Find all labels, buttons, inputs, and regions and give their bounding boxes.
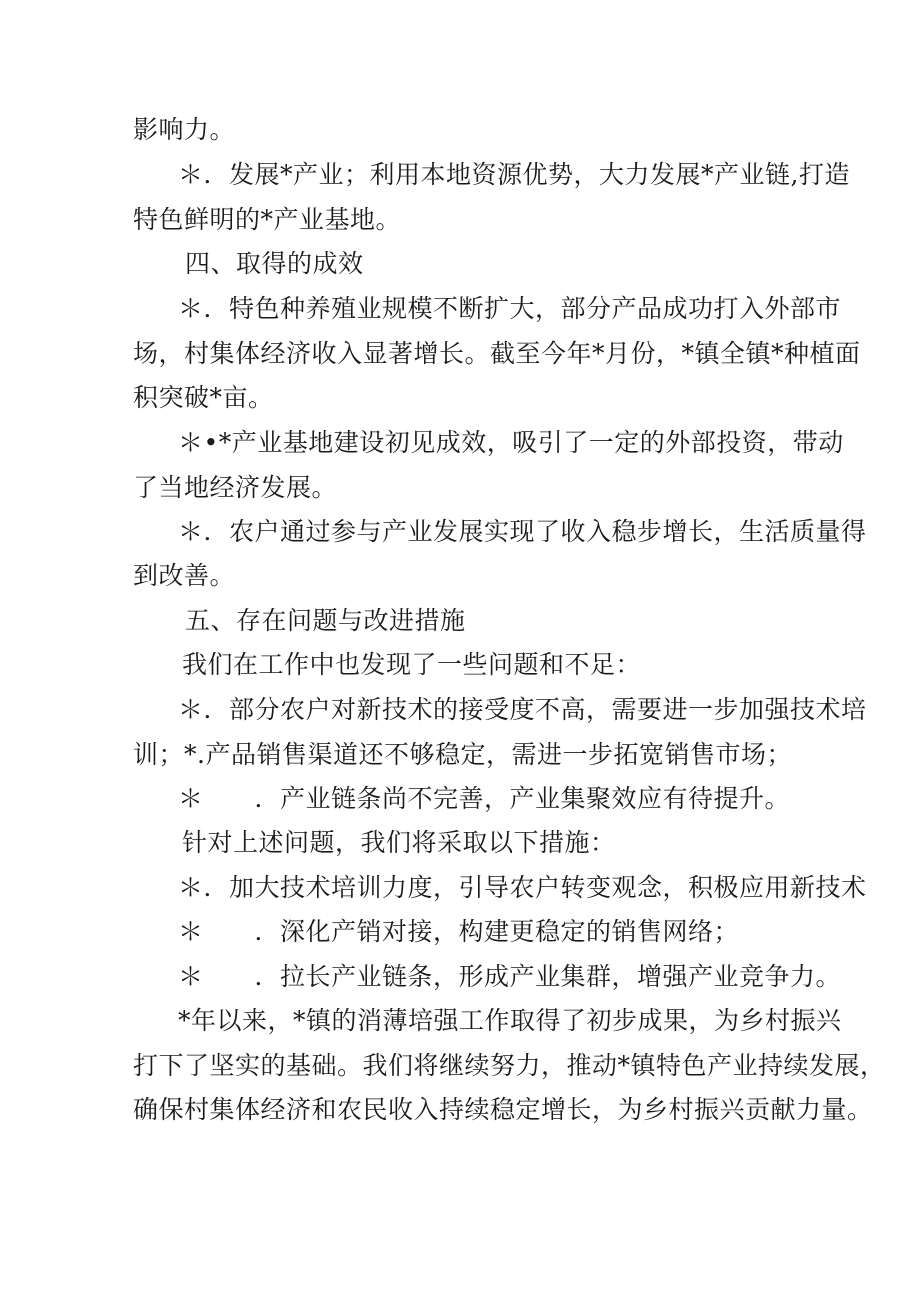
text-line: ＊ ．产业链条尚不完善，产业集聚效应有待提升。 — [178, 784, 791, 813]
text-line: 到改善。 — [133, 561, 236, 590]
text-line: ＊ ．深化产销对接，构建更稳定的销售网络； — [178, 917, 740, 946]
text-line: 我们在工作中也发现了一些问题和不足： — [182, 650, 642, 679]
text-line: 场，村集体经济收入显著增长。截至今年*月份，*镇全镇*种植面 — [133, 339, 861, 368]
text-line: 积突破*亩。 — [133, 383, 274, 412]
text-line: *年以来，*镇的消薄培强工作取得了初步成果，为乡村振兴 — [178, 1006, 842, 1035]
text-line: 打下了坚实的基础。我们将继续努力，推动*镇特色产业持续发展， — [133, 1051, 886, 1080]
text-line: ＊．农户通过参与产业发展实现了收入稳步增长，生活质量得 — [178, 517, 867, 546]
text-line: 了当地经济发展。 — [133, 473, 338, 502]
section-heading: 五、存在问题与改进措施 — [185, 606, 466, 635]
text-line: 训；*.产品销售渠道还不够稳定，需进一步拓宽销售市场； — [133, 740, 792, 769]
text-line: 针对上述问题，我们将采取以下措施： — [182, 828, 616, 857]
text-line: ＊．特色种养殖业规模不断扩大，部分产品成功打入外部市 — [178, 294, 842, 323]
text-line: 影响力。 — [133, 115, 236, 144]
text-line: 确保村集体经济和农民收入持续稳定增长，为乡村振兴贡献力量。 — [133, 1095, 873, 1124]
text-line: ＊．加大技术培训力度，引导农户转变观念，积极应用新技术 — [178, 873, 867, 902]
text-line: ＊．部分农户对新技术的接受度不高，需要进一步加强技术培 — [178, 695, 867, 724]
text-line: ＊．发展*产业；利用本地资源优势，大力发展*产业链,打造 — [178, 160, 850, 189]
text-line: ＊•*产业基地建设初见成效，吸引了一定的外部投资，带动 — [178, 428, 844, 457]
section-heading: 四、取得的成效 — [185, 249, 364, 278]
text-line: ＊ ．拉长产业链条，形成产业集群，增强产业竞争力。 — [178, 962, 842, 991]
text-line: 特色鲜明的*产业基地。 — [133, 205, 402, 234]
